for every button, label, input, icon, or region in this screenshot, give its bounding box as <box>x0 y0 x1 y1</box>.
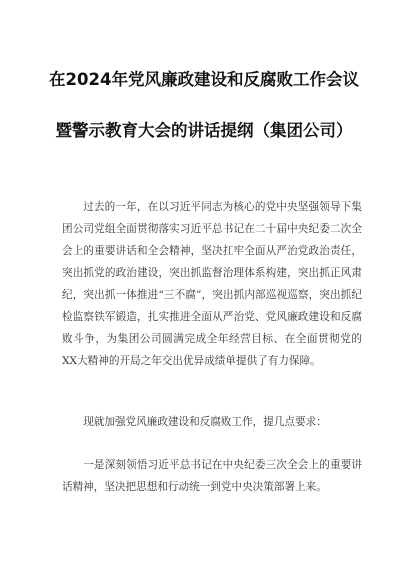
body-paragraph-1: 过去的一年，在以习近平同志为核心的党中央坚强领导下集团公司党组全面贯彻落实习近平总书记在二十届中央纪委二次全会上的重要讲话和全会精神，坚决扛牢全面从严治党政治责任，突出抓党的政治建设，突出抓监督治理体系构建，突出抓正风肃纪，突出抓一体推进“三不腐”，突出抓内部巡视巡察，突出抓纪检监察铁军锻造，扎实推进全面从严治党、党风廉政建设和反腐败斗争，为集团公司圆满完成全年经营目标、在全面贯彻党的XX大精神的开局之年交出优异成绩单提供了有力保障。 <box>62 201 362 367</box>
document-title-line-1: 在2024年党风廉政建设和反腐败工作会议 <box>49 70 359 89</box>
body-paragraph-2: 现就加强党风廉政建设和反腐败工作，提几点要求： <box>83 416 327 428</box>
document-title-line-2: 暨警示教育大会的讲话提纲（集团公司） <box>55 121 353 140</box>
body-paragraph-3: 一是深刻领悟习近平总书记在中央纪委三次全会上的重要讲话精神，坚决把思想和行动统一到党中央决策部署上来。 <box>62 459 362 493</box>
